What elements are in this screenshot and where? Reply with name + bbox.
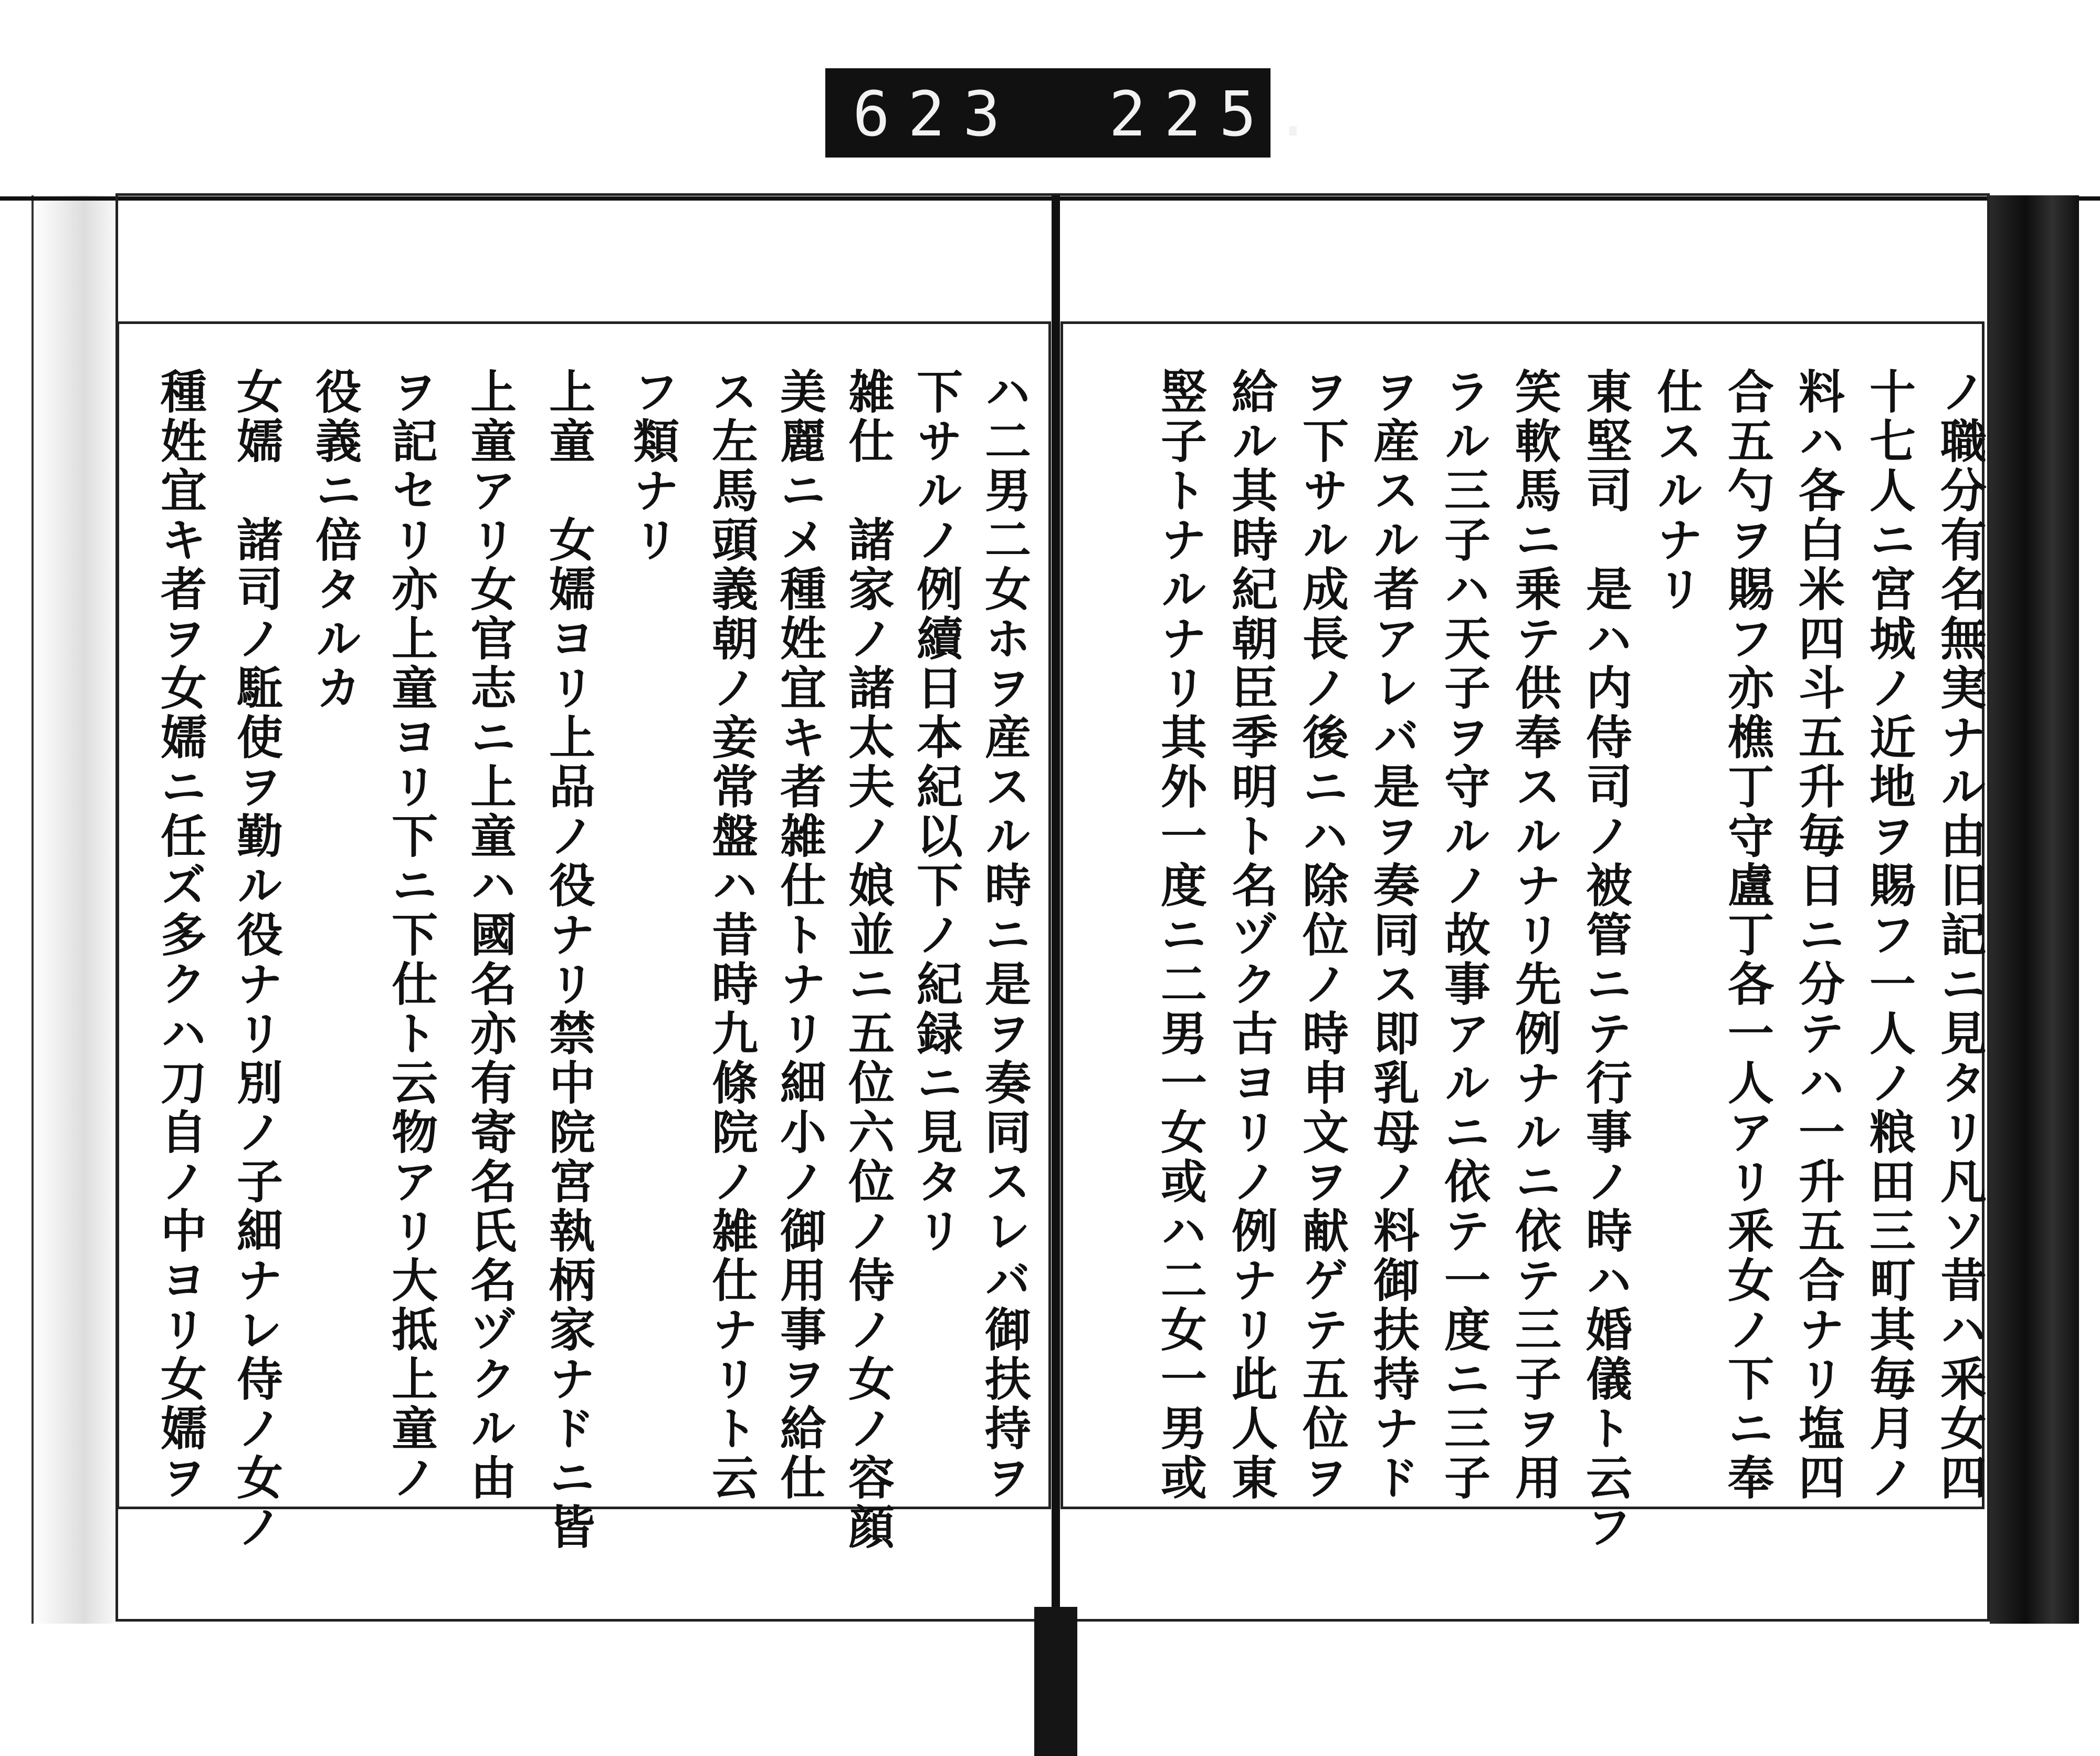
right-col-2: 十七人ニ宮城ノ近地ヲ賜フ一人ノ粮田三町其毎月ノ <box>1862 368 1917 1503</box>
right-col-4: 合五勺ヲ賜フ亦樵丁守盧丁各一人アリ釆女ノ下ニ奉 <box>1720 368 1775 1503</box>
left-col-7: 上童 女嬬ヨリ上品ノ役ナリ禁中院宮執柄家ナドニ皆 <box>542 368 596 1552</box>
left-col-11: 女嬬 諸司ノ駈使ヲ勤ル役ナリ別ノ子細ナレ侍ノ女ノ <box>229 368 284 1552</box>
left-col-2: 下サルノ例續日本紀以下ノ紀録ニ見タリ <box>909 368 964 1256</box>
left-col-1: ハ二男二女ホヲ産スル時ニ是ヲ奏同スレバ御扶持ヲ <box>978 368 1032 1503</box>
gutter-foot-shadow <box>1034 1607 1077 1756</box>
frame-number-left: 623 <box>853 78 1018 150</box>
right-col-8: ラル三子ハ天子ヲ守ルノ故事アルニ依テ一度ニ三子 <box>1437 368 1492 1503</box>
book-spine <box>1990 195 2079 1624</box>
left-col-4: 美麗ニメ種姓宜キ者雑仕トナリ細小ノ御用事ヲ給仕 <box>773 368 827 1503</box>
left-col-3: 雑仕 諸家ノ諸太夫ノ娘並ニ五位六位ノ侍ノ女ノ容顔 <box>841 368 896 1552</box>
left-book-edge <box>32 195 118 1624</box>
right-col-1: ノ職分有名無実ナル由旧記ニ見タリ凡ソ昔ハ釆女四 <box>1933 368 1988 1503</box>
right-col-7: 笑軟馬ニ乗テ供奉スルナリ先例ナルニ依テ三子ヲ用 <box>1508 368 1562 1503</box>
left-col-10: 役義ニ倍タルカ <box>308 368 363 713</box>
frame-number-right: 225. <box>1109 78 1330 150</box>
right-col-5: 仕スルナリ <box>1650 368 1704 614</box>
right-col-10: ヲ下サル成長ノ後ニハ除位ノ時申文ヲ献ゲテ五位ヲ <box>1295 368 1350 1503</box>
left-col-9: ヲ記セリ亦上童ヨリ下ニ下仕ト云物アリ大抵上童ノ <box>384 368 439 1503</box>
left-col-12: 種姓宜キ者ヲ女嬬ニ任ズ多クハ刀自ノ中ヨリ女嬬ヲ <box>153 368 208 1503</box>
center-gutter <box>1052 195 1060 1756</box>
left-col-5: ス左馬頭義朝ノ妾常盤ハ昔時九條院ノ雑仕ナリト云 <box>705 368 759 1503</box>
right-col-3: 料ハ各白米四斗五升毎日ニ分テハ一升五合ナリ塩四 <box>1791 368 1846 1503</box>
left-col-6: フ類ナリ <box>626 368 680 565</box>
right-col-11: 給ル其時紀朝臣季明ト名ヅク古ヨリノ例ナリ此人東 <box>1224 368 1279 1503</box>
right-col-9: ヲ産スル者アレバ是ヲ奏同ス即乳母ノ料御扶持ナド <box>1366 368 1421 1503</box>
frame-number-label <box>825 68 1330 158</box>
right-col-6: 東堅司 是ハ内侍司ノ被管ニテ行事ノ時ハ婚儀ト云フ <box>1579 368 1633 1552</box>
right-col-12: 竪子トナルナリ其外一度ニ二男一女或ハ二女一男或 <box>1153 368 1208 1503</box>
left-col-8: 上童アリ女官志ニ上童ハ國名亦有寄名氏名ヅクル由 <box>463 368 518 1503</box>
